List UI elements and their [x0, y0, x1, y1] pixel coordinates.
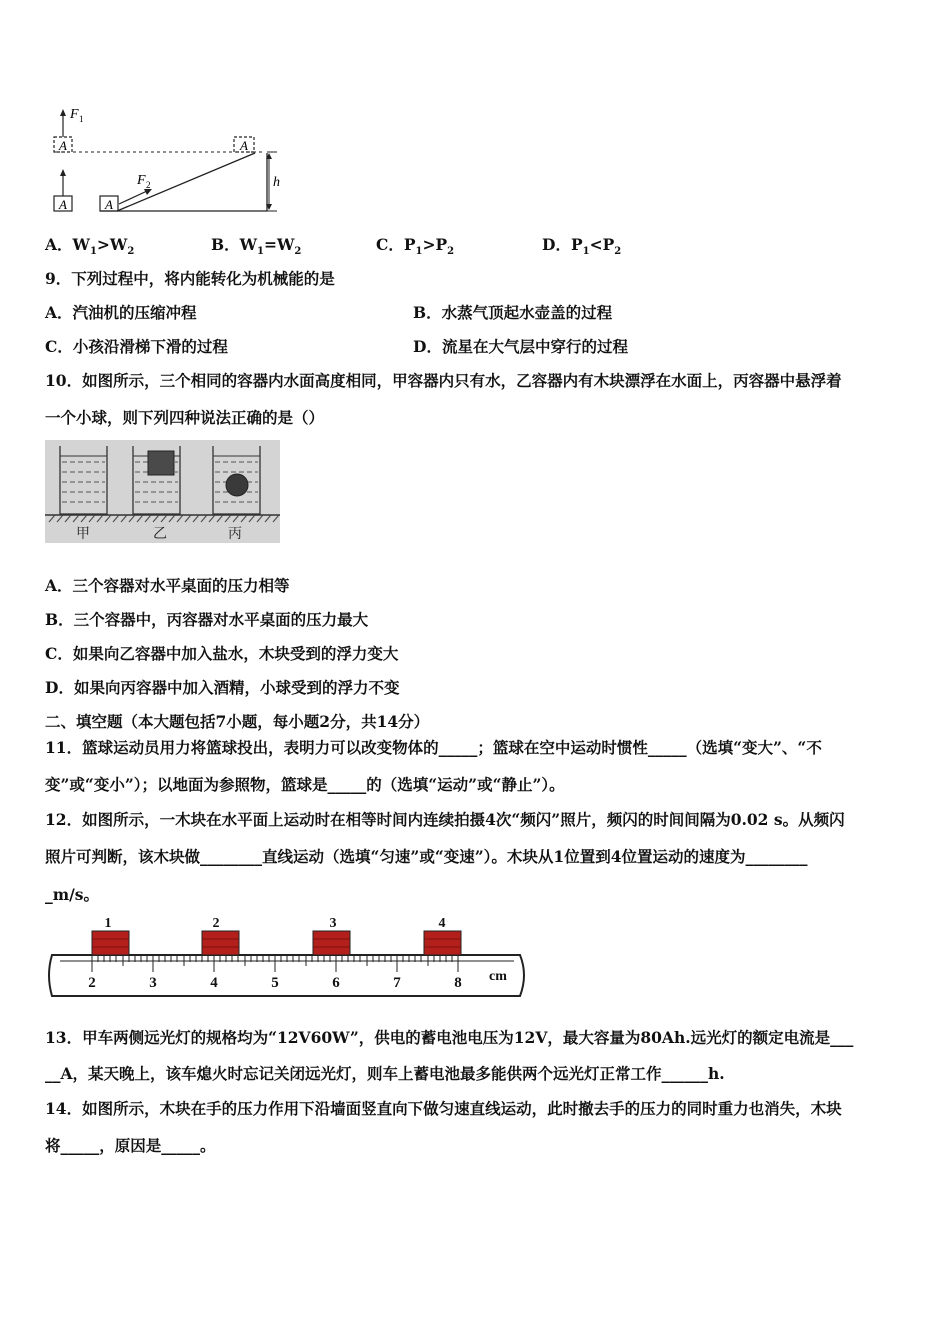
q8-option-c-left-sub: 1 [415, 246, 423, 258]
block-label-2: 2 [212, 916, 220, 931]
q8-option-a-letter: A． [45, 235, 73, 254]
q8-option-a-op: > [96, 235, 110, 254]
q11-line1: 11．篮球运动员用力将篮球投出，表明力可以改变物体的_____；篮球在空中运动时惯性_____（选填“变大”、“不 [45, 738, 822, 757]
ruler-tick-7: 7 [393, 975, 401, 991]
q8-option-d-right-sub: 2 [614, 246, 622, 258]
q14-line2: 将_____，原因是_____。 [45, 1136, 216, 1155]
q8-option-b-left: W [239, 235, 258, 254]
q10-label-jia: 甲 [76, 527, 90, 542]
q10-option-b: B．三个容器中，丙容器对水平桌面的压力最大 [45, 610, 369, 629]
ruler-tick-4: 4 [210, 975, 218, 991]
q8-option-c-letter: C． [376, 235, 404, 254]
q13-line1: 13．甲车两侧远光灯的规格均为“12V60W”，供电的蓄电池电压为12V，最大容量为80Ah.远光灯的额定电流是___ [45, 1028, 854, 1047]
q10-stem-line2: 一个小球，则下列四种说法正确的是（） [45, 408, 325, 427]
ruler-tick-8: 8 [454, 975, 462, 991]
q8-label-f2-sub: 2 [146, 180, 151, 190]
ruler-tick-6: 6 [332, 975, 340, 991]
q8-label-f1: F [70, 107, 79, 122]
q8-option-a-right: W [109, 235, 128, 254]
q10-option-d: D．如果向丙容器中加入酒精，小球受到的浮力不变 [45, 678, 400, 697]
block-label-1: 1 [104, 916, 112, 931]
q8-label-a-bottom-left: A [59, 197, 67, 212]
q12-line2: 照片可判断，该木块做________直线运动（选填“匀速”或“变速”）。木块从1位置到4位置运动的速度为________ [45, 847, 808, 866]
q8-option-a-left-sub: 1 [89, 246, 97, 258]
q10-option-c: C．如果向乙容器中加入盐水，木块受到的浮力变大 [45, 644, 399, 663]
q8-option-a-right-sub: 2 [127, 246, 135, 258]
q8-label-a-incline: A [105, 197, 113, 212]
q12-ruler-figure [44, 912, 534, 997]
q10-label-bing: 丙 [228, 527, 242, 542]
q8-option-b-letter: B． [211, 235, 240, 254]
q8-option-b-right: W [277, 235, 295, 254]
q8-option-c [376, 235, 454, 262]
q8-option-d-op: < [589, 235, 603, 254]
q8-option-c-right: P [435, 235, 448, 254]
block-label-4: 4 [438, 916, 446, 931]
q10-figure [45, 440, 280, 543]
q8-option-c-right-sub: 2 [447, 246, 455, 258]
q8-option-d [542, 235, 621, 262]
q8-option-d-left: P [570, 235, 583, 254]
q8-label-a-top-right: A [240, 138, 248, 153]
q8-option-b [211, 235, 301, 262]
q8-option-b-op: = [264, 235, 277, 254]
q10-stem-line1: 10．如图所示，三个相同的容器内水面高度相同，甲容器内只有水，乙容器内有木块漂浮在水面上，丙容器中悬浮着 [45, 371, 842, 390]
q9-option-a: A．汽油机的压缩冲程 [45, 303, 197, 322]
q8-label-a-top-left: A [59, 138, 67, 153]
q8-figure [45, 100, 285, 220]
q8-option-c-op: > [422, 235, 436, 254]
ruler-tick-2: 2 [88, 975, 96, 991]
q8-option-c-left: P [403, 235, 416, 254]
q8-option-d-left-sub: 1 [582, 246, 590, 258]
ruler-tick-5: 5 [271, 975, 279, 991]
q14-line1: 14．如图所示，木块在手的压力作用下沿墙面竖直向下做匀速直线运动，此时撤去手的压力的同时重力也消失，木块 [45, 1099, 842, 1118]
section2-title: 二、填空题（本大题包括7小题，每小题2分，共14分） [45, 712, 430, 731]
q8-option-d-letter: D． [542, 235, 571, 254]
q8-label-f1-sub: 1 [79, 114, 84, 124]
q10-option-a: A．三个容器对水平桌面的压力相等 [45, 576, 290, 595]
q9-option-b: B．水蒸气顶起水壶盖的过程 [413, 303, 613, 322]
q8-option-a-left: W [72, 235, 90, 254]
q10-label-yi: 乙 [153, 527, 167, 542]
q11-line2: 变”或“变小”）；以地面为参照物，篮球是_____的（选填“运动”或“静止”）。 [45, 775, 565, 794]
q8-label-h: h [273, 175, 280, 190]
ruler-tick-3: 3 [149, 975, 157, 991]
q12-line1: 12．如图所示，一木块在水平面上运动时在相等时间内连续拍摄4次“频闪”照片，频闪的时间间隔为0.02 s。从频闪 [45, 810, 845, 829]
q8-label-f2: F [137, 173, 146, 188]
block-label-3: 3 [329, 916, 337, 931]
q9-option-d: D．流星在大气层中穿行的过程 [413, 337, 628, 356]
q9-stem: 9．下列过程中，将内能转化为机械能的是 [45, 269, 335, 288]
q8-option-d-right: P [602, 235, 615, 254]
q13-line2: __A，某天晚上，该车熄火时忘记关闭远光灯，则车上蓄电池最多能供两个远光灯正常工作______h. [45, 1064, 725, 1083]
q12-line3: _m/s。 [45, 885, 100, 904]
q8-option-b-left-sub: 1 [257, 246, 264, 258]
q8-option-a [45, 235, 134, 262]
q8-option-b-right-sub: 2 [294, 246, 302, 258]
ruler-unit: cm [489, 969, 507, 984]
q9-option-c: C．小孩沿滑梯下滑的过程 [45, 337, 228, 356]
